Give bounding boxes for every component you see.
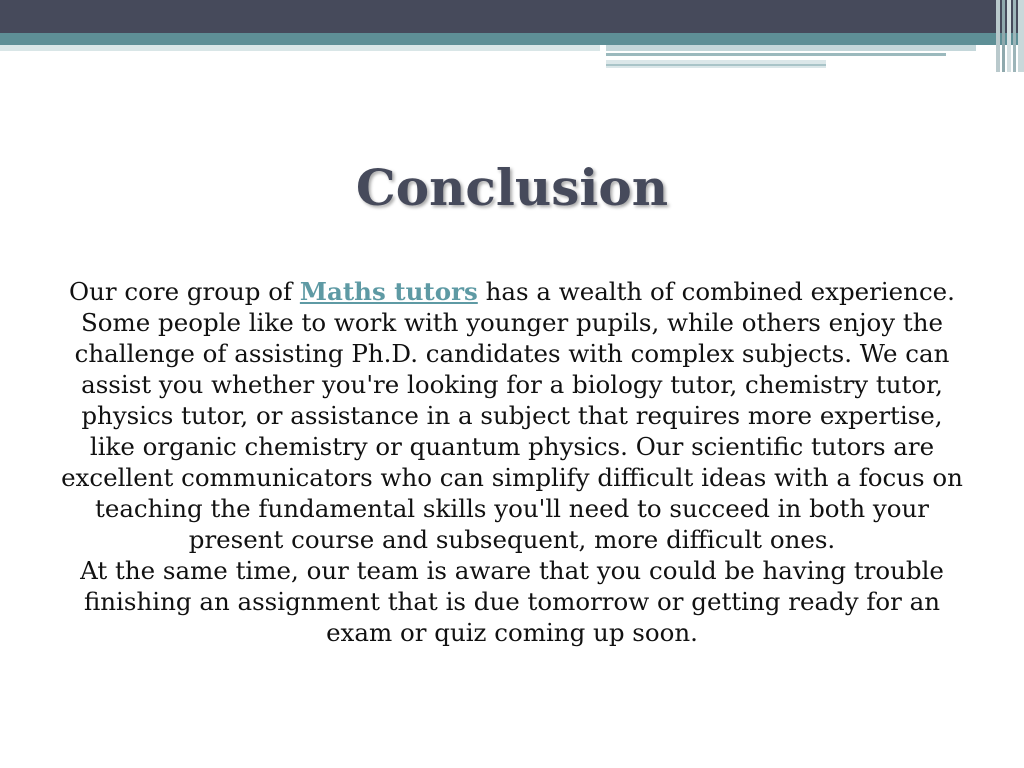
header-accent-light — [0, 45, 600, 51]
paragraph-1-rest: has a wealth of combined experience. Some people like to work with younger pupils, while others enjoy the challenge of assisting Ph.D. candidates with complex subjects. We can assist you whether you're looking for a biology tutor, chemistry tutor, physics tutor, or assistance in a subject that requires more expertise, like organic chemistry or quantum physics. Our scientific tutors are excellent communicators who can simplify difficult ideas with a focus on teaching the fundamental skills you'll need to succeed in both your present course and subsequent, more difficult ones. — [61, 277, 963, 554]
slide-title: Conclusion — [355, 158, 669, 217]
decorative-line — [606, 45, 976, 51]
paragraph-1-intro: Our core group of — [69, 277, 300, 306]
decorative-line — [606, 64, 826, 66]
paragraph-1 — [60, 276, 964, 555]
slide-body — [60, 276, 964, 648]
paragraph-2: At the same time, our team is aware that you could be having trouble finishing an assignment that is due tomorrow or getting ready for an exam or quiz coming up soon. — [80, 556, 944, 647]
header-accent-band — [0, 33, 1024, 45]
decorative-stripes — [996, 0, 1024, 72]
maths-tutors-link[interactable]: Maths tutors — [299, 277, 478, 306]
decorative-line — [606, 53, 946, 56]
header-band — [0, 0, 1024, 33]
